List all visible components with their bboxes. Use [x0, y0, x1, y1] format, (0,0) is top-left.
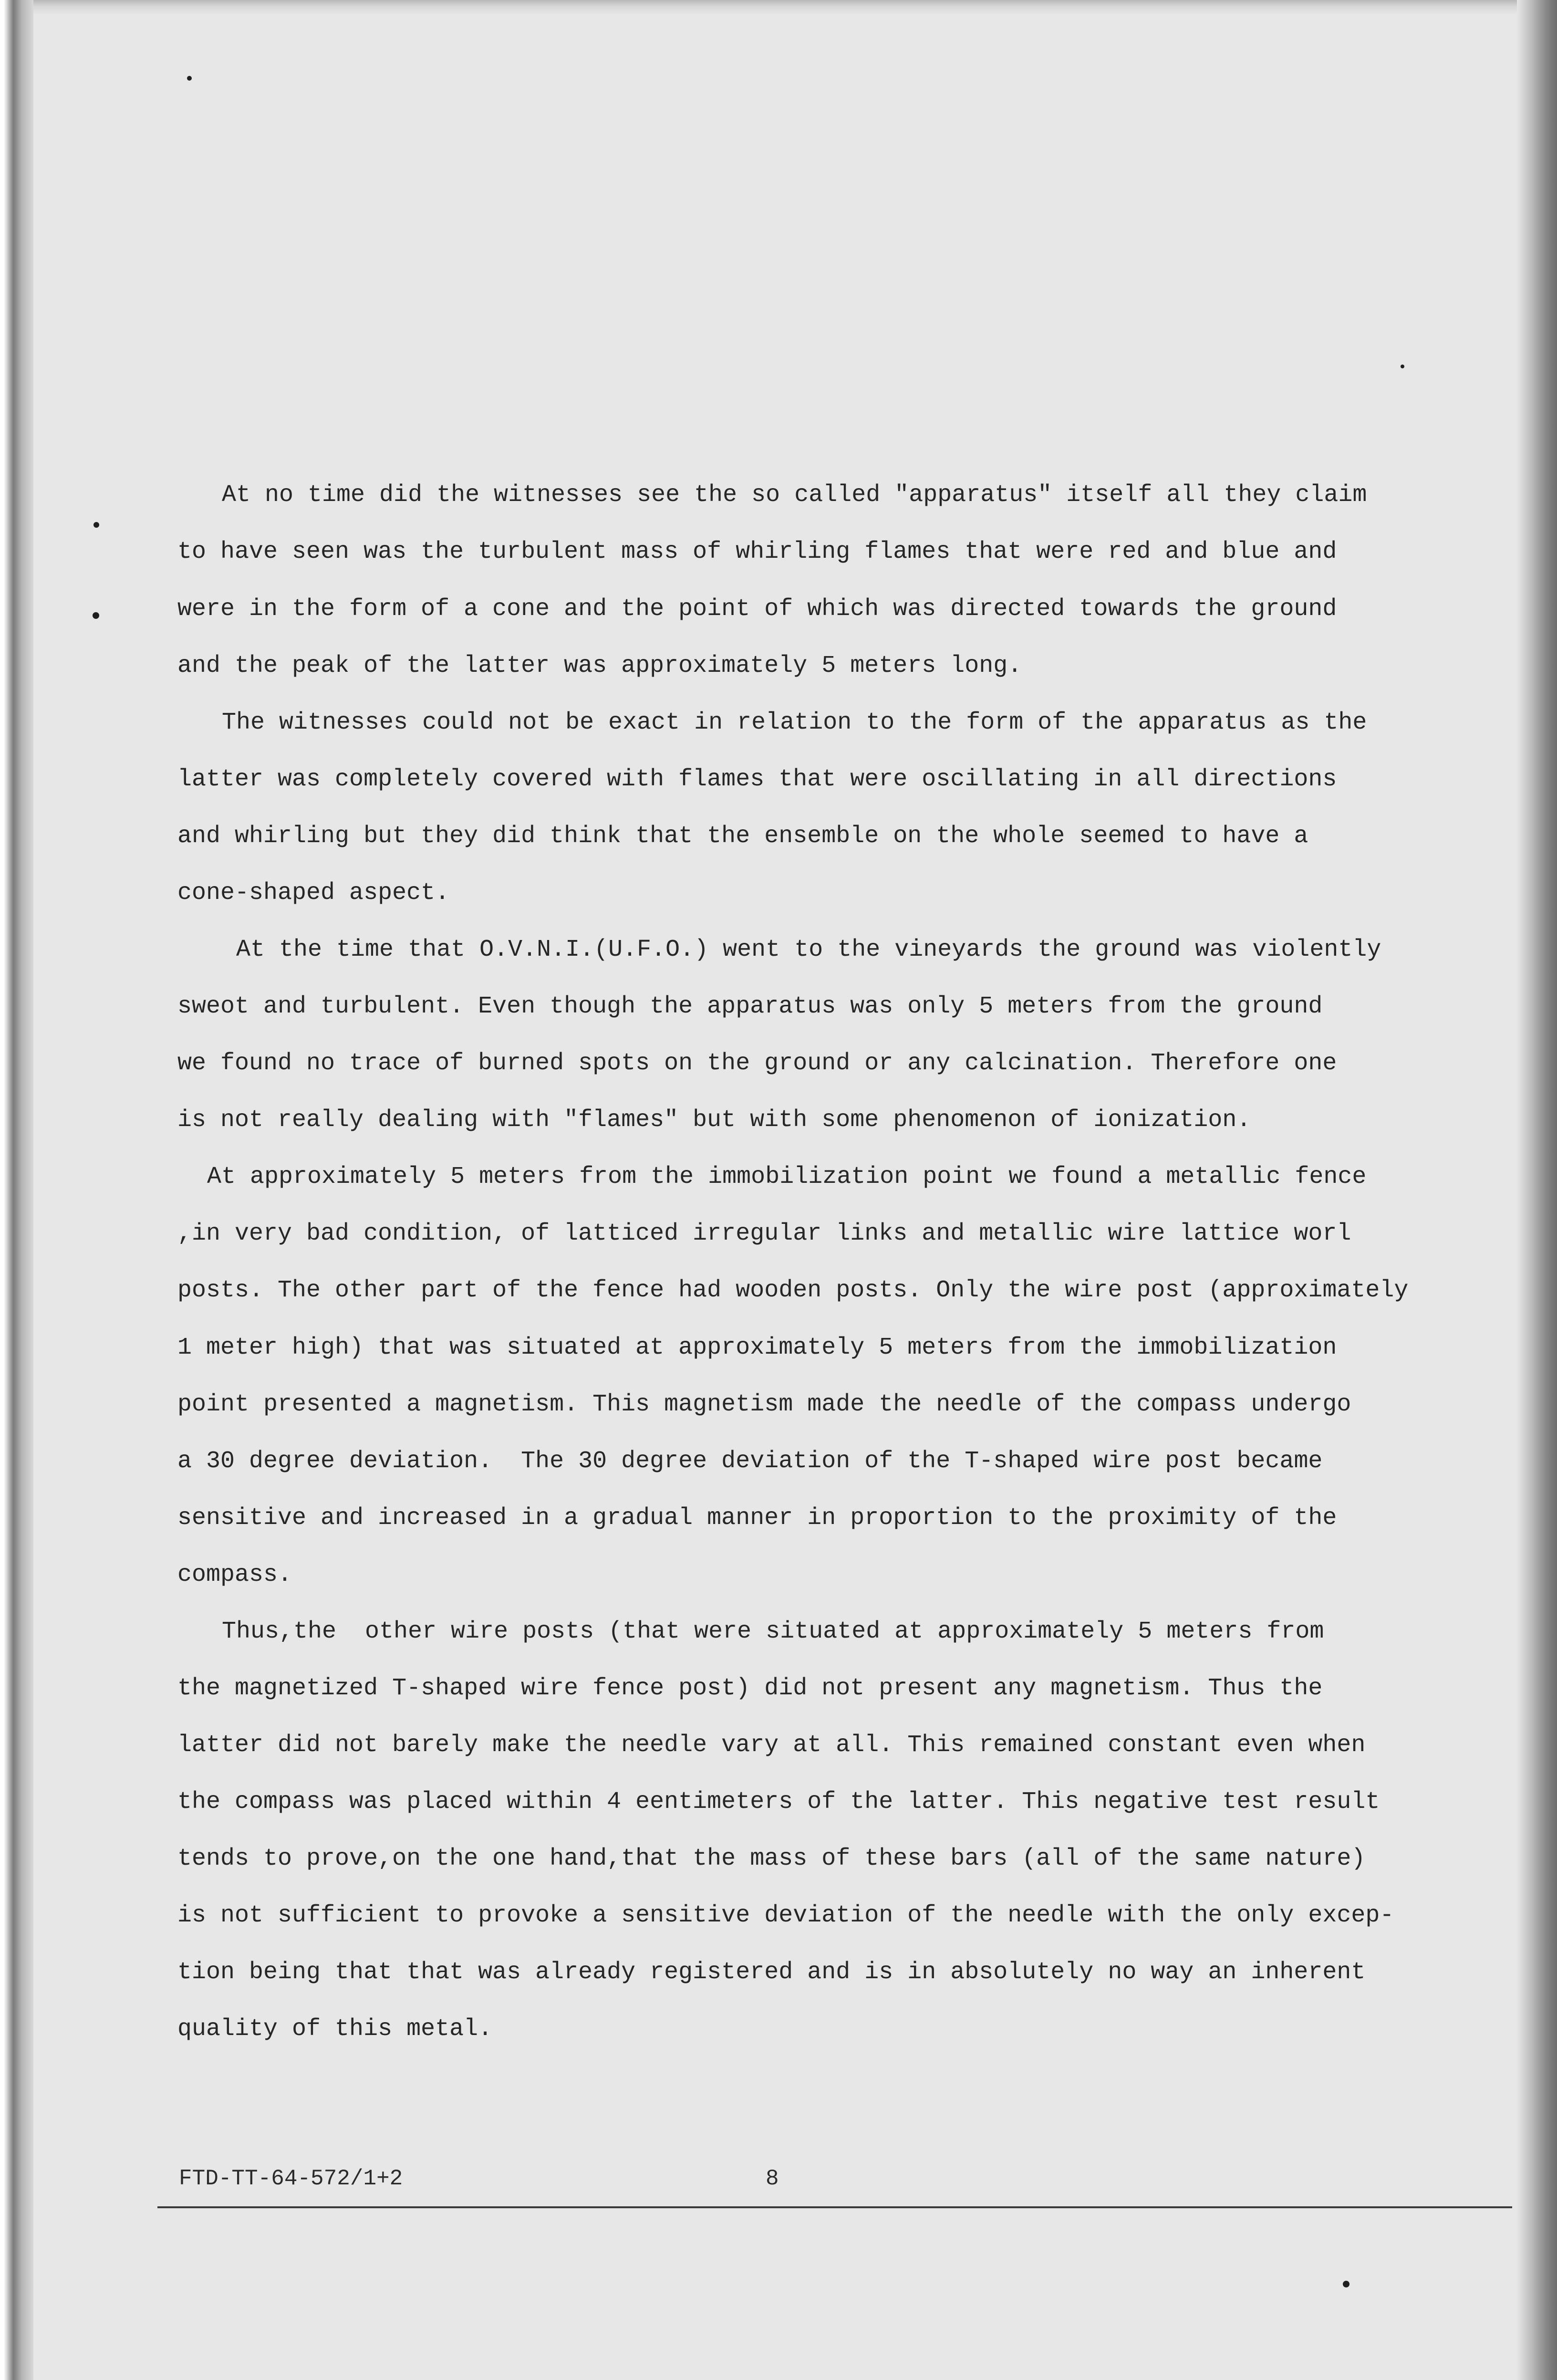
text-line: At no time did the witnesses see the so called "apparatus" itself all they claim	[222, 481, 1367, 509]
text-line: sensitive and increased in a gradual manner in proportion to the proximity of the	[177, 1504, 1337, 1532]
text-line: were in the form of a cone and the point of which was directed towards the ground	[177, 595, 1337, 623]
text-line: tends to prove,on the one hand,that the mass of these bars (all of the same nature)	[177, 1845, 1366, 1872]
text-line: ,in very bad condition, of latticed irregular links and metallic wire lattice worl	[177, 1220, 1351, 1247]
text-line: 1 meter high) that was situated at approximately 5 meters from the immobilization	[177, 1334, 1337, 1361]
text-line: point presented a magnetism. This magnetism made the needle of the compass undergo	[177, 1391, 1351, 1418]
text-line: latter was completely covered with flames that were oscillating in all directions	[177, 766, 1337, 793]
text-line: we found no trace of burned spots on the ground or any calcination. Therefore one	[177, 1050, 1337, 1077]
text-line: The witnesses could not be exact in relation to the form of the apparatus as the	[222, 709, 1367, 736]
text-line: a 30 degree deviation. The 30 degree deviation of the T-shaped wire post became	[177, 1448, 1323, 1475]
text-line: Thus,the other wire posts (that were situated at approximately 5 meters from	[222, 1618, 1324, 1645]
text-line: is not sufficient to provoke a sensitive deviation of the needle with the only excep-	[177, 1902, 1394, 1929]
text-line: posts. The other part of the fence had wooden posts. Only the wire post (approximately	[177, 1277, 1409, 1304]
text-line: At approximately 5 meters from the immobilization point we found a metallic fence	[207, 1163, 1367, 1190]
text-line: and whirling but they did think that the ensemble on the whole seemed to have a	[177, 823, 1308, 850]
document-code: FTD-TT-64-572/1+2	[179, 2166, 403, 2191]
text-line: the magnetized T-shaped wire fence post) did not present any magnetism. Thus the	[177, 1675, 1323, 1702]
text-line: quality of this metal.	[177, 2015, 493, 2043]
text-line: compass.	[177, 1561, 292, 1588]
text-line: sweot and turbulent. Even though the apparatus was only 5 meters from the ground	[177, 993, 1323, 1020]
footer-rule	[157, 2206, 1512, 2208]
text-line: is not really dealing with "flames" but with some phenomenon of ionization.	[177, 1106, 1251, 1134]
text-line: At the time that O.V.N.I.(U.F.O.) went to the vineyards the ground was violently	[236, 936, 1381, 963]
page-number: 8	[766, 2166, 779, 2191]
text-line: tion being that that was already registered and is in absolutely no way an inherent	[177, 1959, 1366, 1986]
text-line: the compass was placed within 4 eentimeters of the latter. This negative test result	[177, 1788, 1380, 1816]
text-line: cone-shaped aspect.	[177, 879, 450, 907]
text-line: and the peak of the latter was approximately 5 meters long.	[177, 652, 1022, 679]
text-line: to have seen was the turbulent mass of whirling flames that were red and blue and	[177, 538, 1337, 565]
text-line: latter did not barely make the needle vary at all. This remained constant even when	[177, 1732, 1366, 1759]
